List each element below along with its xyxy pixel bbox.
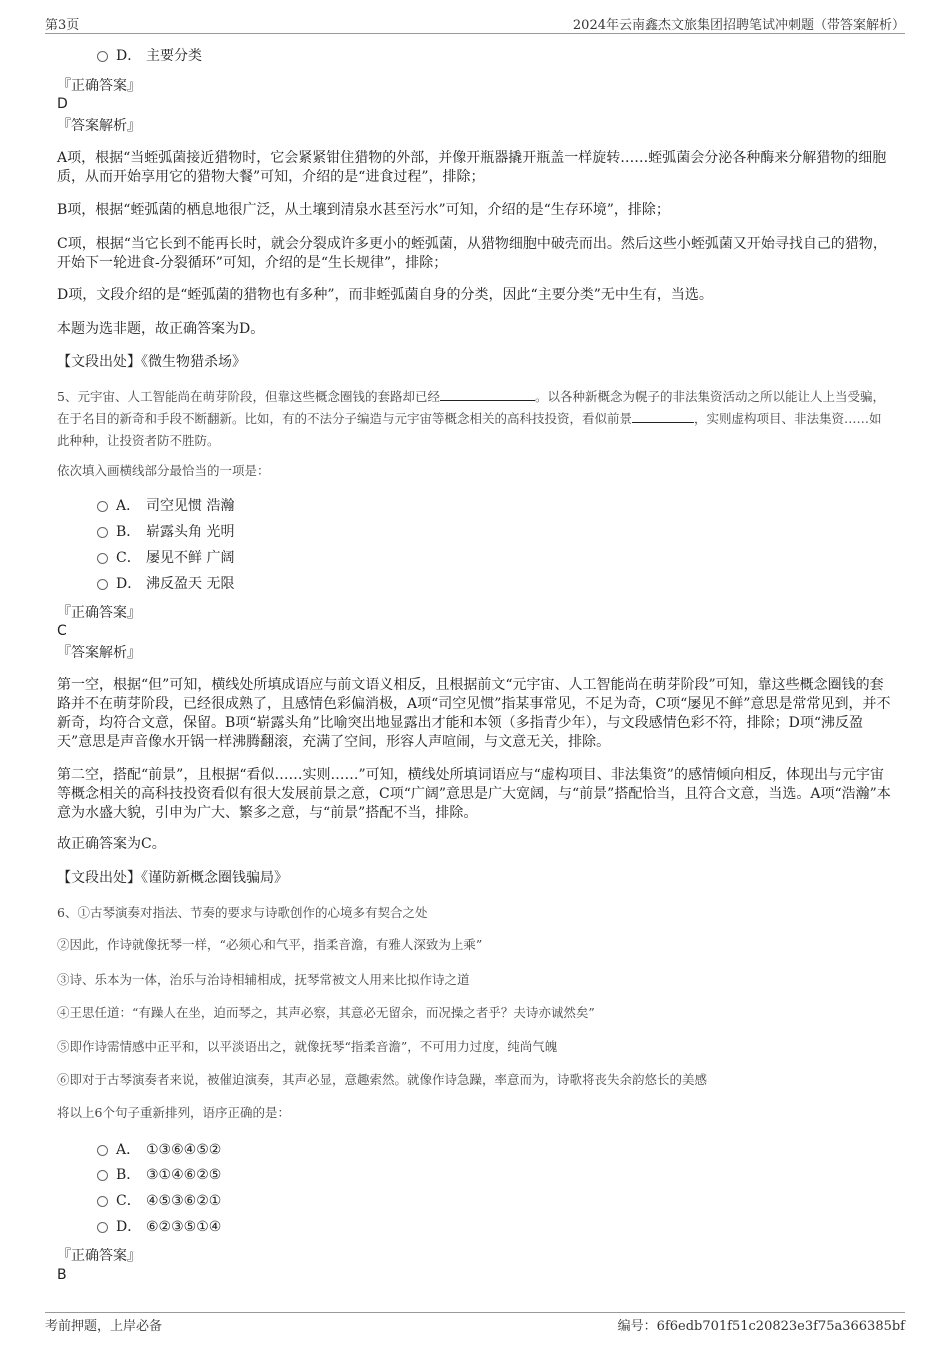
q6-sentence-3: ③诗、乐本为一体，治乐与治诗相辅相成，抚琴常被文人用来比拟作诗之道 (57, 972, 470, 987)
source-label: 【文段出处】 (57, 354, 141, 370)
q6-sentence-1: 6、①古琴演奏对指法、节奏的要求与诗歌创作的心境多有契合之处 (57, 905, 428, 920)
option-letter: C． (116, 1193, 141, 1209)
q6-instruction: 将以上6个句子重新排列，语序正确的是： (57, 1105, 290, 1120)
option-text: ①③⑥④⑤② (146, 1142, 222, 1158)
radio-icon[interactable] (97, 553, 108, 564)
q5-option-b[interactable] (97, 523, 234, 542)
blank-1 (440, 388, 535, 401)
document-id: 编号：6f6edb701f51c20823e3f75a366385bf (617, 1319, 905, 1334)
q5-stem-part3: ，实则虚构项目、非法集资……如此种种，让投资者防不胜防。 (57, 411, 882, 448)
option-letter: D． (116, 576, 142, 592)
q4-analysis-b: B项，根据“蛭弧菌的栖息地很广泛，从土壤到清泉水甚至污水”可知，介绍的是“生存环境”，排除； (57, 202, 670, 218)
option-text: ⑥②③⑤①④ (146, 1219, 222, 1235)
radio-icon[interactable] (97, 579, 108, 590)
radio-icon[interactable] (97, 1222, 108, 1233)
source-label: 【文段出处】 (57, 870, 141, 886)
document-title: 2024年云南鑫杰文旅集团招聘笔试冲刺题（带答案解析） (572, 18, 905, 33)
q5-analysis-second-blank: 第二空，搭配“前景”，且根据“看似……实则……”可知，横线处所填词语应与“虚构项目、非法集资”的感情倾向相反，体现出与元宇宙等概念相关的高科技投资看似有很大发展前景之意，C项“广阔”意思是广大宽阔，与“前景”搭配恰当，且符合文意，当选。A项“浩瀚”本意为水盛大貌，引申为广大、繁多之意，与“前景”搭配不当，排除。 (57, 767, 891, 821)
radio-icon[interactable] (97, 1196, 108, 1207)
source-title: 《微生物猎杀场》 (141, 354, 246, 370)
q5-answer: C (57, 623, 67, 639)
page-number: 第3页 (45, 18, 80, 33)
q6-option-b[interactable] (97, 1166, 221, 1185)
q6-sentence-6: ⑥即对于古琴演奏者来说，被催迫演奏，其声必显，意趣索然。就像作诗急躁，率意而为，诗歌将丧失余韵悠长的美感 (57, 1072, 708, 1087)
q5-option-c[interactable] (97, 549, 234, 568)
option-letter: C． (116, 550, 141, 566)
q4-option-d[interactable] (97, 47, 202, 66)
q6-option-d[interactable] (97, 1218, 221, 1237)
header-divider (45, 33, 905, 34)
option-letter: D． (116, 48, 142, 64)
option-text: 司空见惯 浩瀚 (146, 498, 235, 514)
footer-divider (45, 1312, 905, 1313)
option-letter: A． (116, 498, 141, 514)
source-title: 《谨防新概念圈钱骗局》 (141, 870, 288, 886)
option-letter: B． (116, 524, 141, 540)
option-text: 屡见不鲜 广阔 (146, 550, 235, 566)
q6-answer: B (57, 1267, 67, 1283)
q5-stem-part1: 5、元宇宙、人工智能尚在萌芽阶段，但靠这些概念圈钱的套路却已经 (57, 389, 440, 404)
q4-answer-label: 『正确答案』 (57, 78, 141, 94)
q5-stem-part2: 。以各种新概念为幌子的非法集资活动之所以能让人上当受骗，在于名目的新奇和手段不断翻新。比如，有的不法分子编造与元宇宙等概念相关的高科技投资，看似前景 (57, 389, 885, 426)
radio-icon[interactable] (97, 1145, 108, 1156)
q4-analysis-c: C项，根据“当它长到不能再长时，就会分裂成许多更小的蛭弧菌，从猎物细胞中破壳而出。然后这些小蛭弧菌又开始寻找自己的猎物，开始下一轮进食-分裂循环”可知，介绍的是“生长规律”，排除； (57, 236, 887, 271)
q6-sentence-2: ②因此，作诗就像抚琴一样，“必须心和气平，指柔音澹，有雅人深致为上乘” (57, 937, 483, 952)
q4-answer: D (57, 96, 68, 112)
q6-sentence-5: ⑤即作诗需情感中正平和，以平淡语出之，就像抚琴“指柔音澹”，不可用力过度，纯尚气魄 (57, 1039, 558, 1054)
option-text: 主要分类 (146, 48, 202, 64)
q5-source (57, 869, 288, 888)
q6-answer-label: 『正确答案』 (57, 1248, 141, 1264)
q5-option-d[interactable] (97, 575, 234, 594)
option-letter: D． (116, 1219, 142, 1235)
radio-icon[interactable] (97, 501, 108, 512)
q4-analysis-d: D项，文段介绍的是“蛭弧菌的猎物也有多种”，而非蛭弧菌自身的分类，因此“主要分类”无中生有，当选。 (57, 287, 713, 303)
q5-conclusion: 故正确答案为C。 (57, 836, 166, 852)
q4-analysis-label: 『答案解析』 (57, 118, 141, 134)
radio-icon[interactable] (97, 527, 108, 538)
q6-option-c[interactable] (97, 1192, 221, 1211)
radio-icon[interactable] (97, 51, 108, 62)
option-text: 崭露头角 光明 (146, 524, 235, 540)
q5-stem (57, 386, 892, 452)
option-letter: B． (116, 1167, 141, 1183)
q4-analysis-a: A项，根据“当蛭弧菌接近猎物时，它会紧紧钳住猎物的外部，并像开瓶器撬开瓶盖一样旋转……蛭弧菌会分泌各种酶来分解猎物的细胞质，从而开始享用它的猎物大餐”可知，介绍的是“进食过程”，排除； (57, 150, 887, 185)
footer-slogan: 考前押题，上岸必备 (45, 1319, 163, 1334)
q5-option-a[interactable] (97, 497, 234, 516)
option-letter: A． (116, 1142, 141, 1158)
q6-sentence-4: ④王思任道：“有躁人在坐，迫而琴之，其声必察，其意必无留余，而况操之者乎？夫诗亦诚然矣” (57, 1005, 595, 1020)
option-text: 沸反盈天 无限 (146, 576, 235, 592)
q4-source (57, 353, 246, 372)
q5-instruction: 依次填入画横线部分最恰当的一项是： (57, 463, 270, 478)
q4-conclusion: 本题为选非题，故正确答案为D。 (57, 321, 265, 337)
option-text: ③①④⑥②⑤ (146, 1167, 222, 1183)
q5-analysis-label: 『答案解析』 (57, 645, 141, 661)
q5-analysis-first-blank: 第一空，根据“但”可知，横线处所填成语应与前文语义相反，且根据前文“元宇宙、人工智能尚在萌芽阶段”可知，靠这些概念圈钱的套路并不在萌芽阶段，已经很成熟了，且感情色彩偏消极，A项“司空见惯”指某事常见，不足为奇，C项“屡见不鲜”意思是常常见到，并不新奇，均符合文意，保留。B项“崭露头角”比喻突出地显露出才能和本领（多指青少年），与文段感情色彩不符，排除；D项“沸反盈天”意思是声音像水开锅一样沸腾翻滚，充满了空间，形容人声喧闹，与文意无关，排除。 (57, 677, 891, 750)
blank-2 (632, 410, 694, 423)
q6-option-a[interactable] (97, 1141, 221, 1160)
option-text: ④⑤③⑥②① (146, 1193, 222, 1209)
radio-icon[interactable] (97, 1170, 108, 1181)
q5-answer-label: 『正确答案』 (57, 605, 141, 621)
